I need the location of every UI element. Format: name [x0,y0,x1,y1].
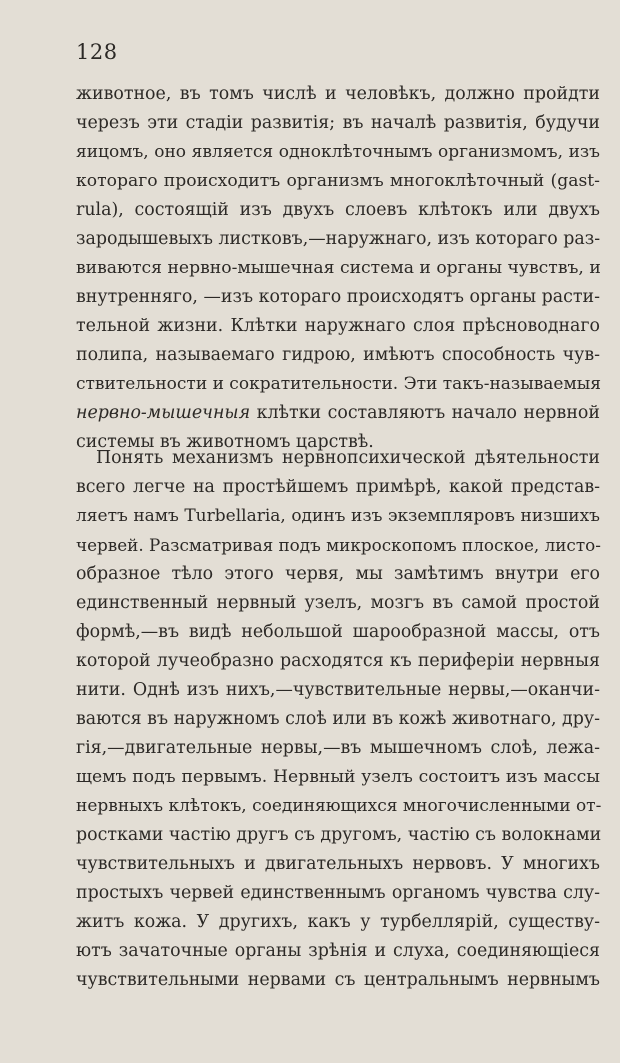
text-line: ляетъ намъ Turbellaria, одинъ изъ экземпляровъ низшихъ [76,506,600,526]
text-line: ваются въ наружномъ слоѣ или въ кожѣ животнаго, дру- [76,709,600,729]
text-line: червей. Разсматривая подъ микроскопомъ плоское, листо- [76,535,601,555]
text-line: щемъ подъ первымъ. Нервный узелъ состоитъ изъ массы [76,767,600,787]
paragraph-2 [76,444,600,995]
text-line: чувствительными нервами съ центральнымъ нервнымъ [76,970,600,990]
text-line-last: системы въ животномъ царствѣ. [76,432,374,452]
text-line: всего легче на простѣйшемъ примѣрѣ, какой представ- [76,477,600,497]
text-line-with-emphasis [76,399,600,428]
text-line: тельной жизни. Клѣтки наружнаго слоя прѣсноводнаго [76,316,600,336]
text-line: животное, въ томъ числѣ и человѣкъ, должно пройдти [76,84,600,104]
text-line: ютъ зачаточные органы зрѣнія и слуха, соединяющіеся [76,941,600,961]
text-line: яицомъ, оно является одноклѣточнымъ организмомъ, изъ [76,142,600,162]
text-line: ствительности и сократительности. Эти такъ-называемыя [76,374,601,394]
text-line: котораго происходитъ организмъ многоклѣточный (gast- [76,171,600,191]
text-line: которой лучеобразно расходятся къ периферіи нервныя [76,651,600,671]
text-line: черезъ эти стадіи развитія; въ началѣ развитія, будучи [76,113,600,133]
text-line: нити. Однѣ изъ нихъ,—чувствительные нервы,—оканчи- [76,680,600,700]
text-line: ростками частію другъ съ другомъ, частію съ волокнами [76,825,602,845]
text-line: единственный нервный узелъ, мозгъ въ самой простой [76,593,600,613]
italic-term: нервно-мышечныя [76,403,251,423]
text-line: простыхъ червей единственнымъ органомъ чувства слу- [76,883,600,903]
text-line: образное тѣло этого червя, мы замѣтимъ внутри его [76,564,600,584]
text-line: зародышевыхъ листковъ,—наружнаго, изъ котораго раз- [76,229,601,249]
text-line: виваются нервно-мышечная система и органы чувствъ, и [76,258,601,278]
line-rest: клѣтки составляютъ начало нервной [250,403,600,423]
text-line: житъ кожа. У другихъ, какъ у турбеллярій, существу- [76,912,600,932]
text-line: rula), состоящій изъ двухъ слоевъ клѣтокъ или двухъ [76,200,600,220]
text-line: чувствительныхъ и двигательныхъ нервовъ. У многихъ [76,854,600,874]
text-line: формѣ,—въ видѣ небольшой шарообразной массы, отъ [76,622,600,642]
text-line: гія,—двигательные нервы,—въ мышечномъ слоѣ, лежа- [76,738,600,758]
text-line-first: Понять механизмъ нервнопсихической дѣятельности [96,448,600,468]
text-line: внутренняго, —изъ котораго происходятъ органы расти- [76,287,600,307]
page-number: 128 [76,40,118,64]
text-line: нервныхъ клѣтокъ, соединяющихся многочисленными от- [76,796,602,816]
text-line: полипа, называемаго гидрою, имѣютъ способность чув- [76,345,600,365]
paragraph-1 [76,80,600,457]
